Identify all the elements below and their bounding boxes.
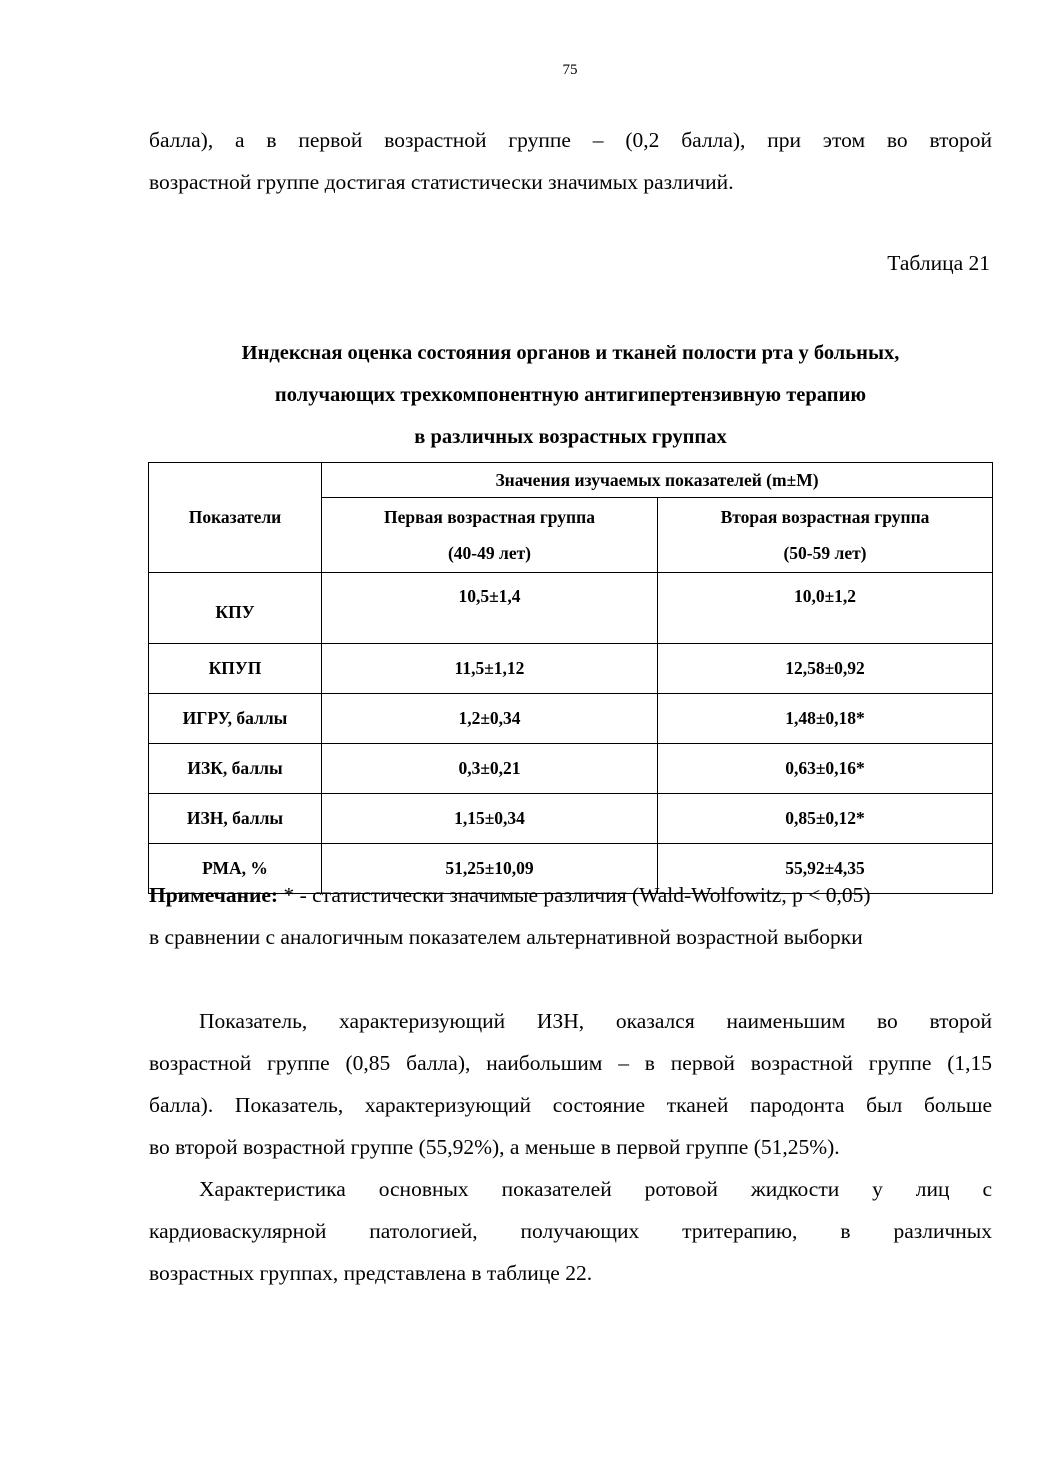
table-title-line-1: Индексная оценка состояния органов и тканей полости рта у больных,: [241, 342, 900, 364]
row-value-group-2: 55,92±4,35: [658, 844, 993, 894]
row-value-group-1: 11,5±1,12: [322, 644, 658, 694]
row-value-group-2: 0,85±0,12*: [658, 794, 993, 844]
para2-line-4: во второй возрастной группе (55,92%), а меньше в первой группе (51,25%).: [149, 1135, 840, 1159]
para2-line-1: Показатель, характеризующий ИЗН, оказался наименьшим во второй: [199, 1009, 992, 1033]
group-1-name: Первая возрастная группа: [384, 507, 595, 528]
row-label: КПУП: [149, 644, 322, 694]
table-note: [149, 874, 1009, 958]
row-label: КПУ: [149, 573, 322, 644]
group-1-ages: (40-49 лет): [447, 543, 532, 564]
table-row: [149, 694, 993, 744]
para2-line-3: балла). Показатель, характеризующий состояние тканей пародонта был больше: [149, 1093, 992, 1117]
header-group-1: [322, 498, 658, 573]
row-label: РМА, %: [149, 844, 322, 894]
intro-line-2: возрастной группе достигая статистически значимых различий.: [149, 170, 734, 194]
row-value-group-1: 1,15±0,34: [322, 794, 658, 844]
para3-line-1: Характеристика основных показателей ротовой жидкости у лиц с: [199, 1177, 992, 1201]
note-line-1: [149, 874, 1009, 916]
row-value-group-2: 1,48±0,18*: [658, 694, 993, 744]
table-row: [149, 794, 993, 844]
row-label: ИГРУ, баллы: [149, 694, 322, 744]
row-value-group-2: 0,63±0,16*: [658, 744, 993, 794]
para3-line-2: кардиоваскулярной патологией, получающих тритерапию, в различных: [149, 1219, 992, 1243]
table-title-line-3: в различных возрастных группах: [414, 426, 727, 448]
table-row: [149, 644, 993, 694]
table-title: [149, 332, 992, 458]
table-title-line-2: получающих трехкомпонентную антигипертензивную терапию: [274, 384, 867, 406]
paragraph-characteristics: [149, 1168, 992, 1294]
para2-line-2: возрастной группе (0,85 балла), наибольшим – в первой возрастной группе (1,15: [149, 1051, 992, 1075]
group-2-name: Вторая возрастная группа: [720, 507, 930, 528]
row-label: ИЗН, баллы: [149, 794, 322, 844]
note-label: Примечание:: [149, 883, 279, 907]
row-value-group-2: 10,0±1,2: [658, 573, 993, 644]
note-line-2: в сравнении с аналогичным показателем альтернативной возрастной выборки: [149, 925, 863, 949]
header-values: Значения изучаемых показателей (m±M): [322, 463, 993, 498]
row-label: ИЗК, баллы: [149, 744, 322, 794]
intro-line-1: балла), а в первой возрастной группе – (0,2 балла), при этом во второй: [149, 128, 992, 152]
row-value-group-1: 1,2±0,34: [322, 694, 658, 744]
table-row: [149, 573, 993, 644]
table-row: [149, 744, 993, 794]
paragraph-izn: [149, 1000, 992, 1168]
table-header-row: [149, 463, 993, 498]
row-value-group-1: 51,25±10,09: [322, 844, 658, 894]
header-group-2: [658, 498, 993, 573]
page-number: 75: [562, 62, 578, 78]
row-value-group-1: 0,3±0,21: [322, 744, 658, 794]
table-caption: Таблица 21: [887, 251, 990, 275]
row-value-group-1: 10,5±1,4: [322, 573, 658, 644]
header-indicators: Показатели: [149, 463, 322, 573]
note-text: * - статистически значимые различия (Wald-Wolfowitz, p < 0,05): [278, 883, 871, 907]
intro-paragraph: [149, 119, 992, 203]
row-value-group-2: 12,58±0,92: [658, 644, 993, 694]
para3-line-3: возрастных группах, представлена в таблице 22.: [149, 1261, 593, 1285]
group-2-ages: (50-59 лет): [783, 543, 867, 564]
data-table: [148, 462, 993, 894]
